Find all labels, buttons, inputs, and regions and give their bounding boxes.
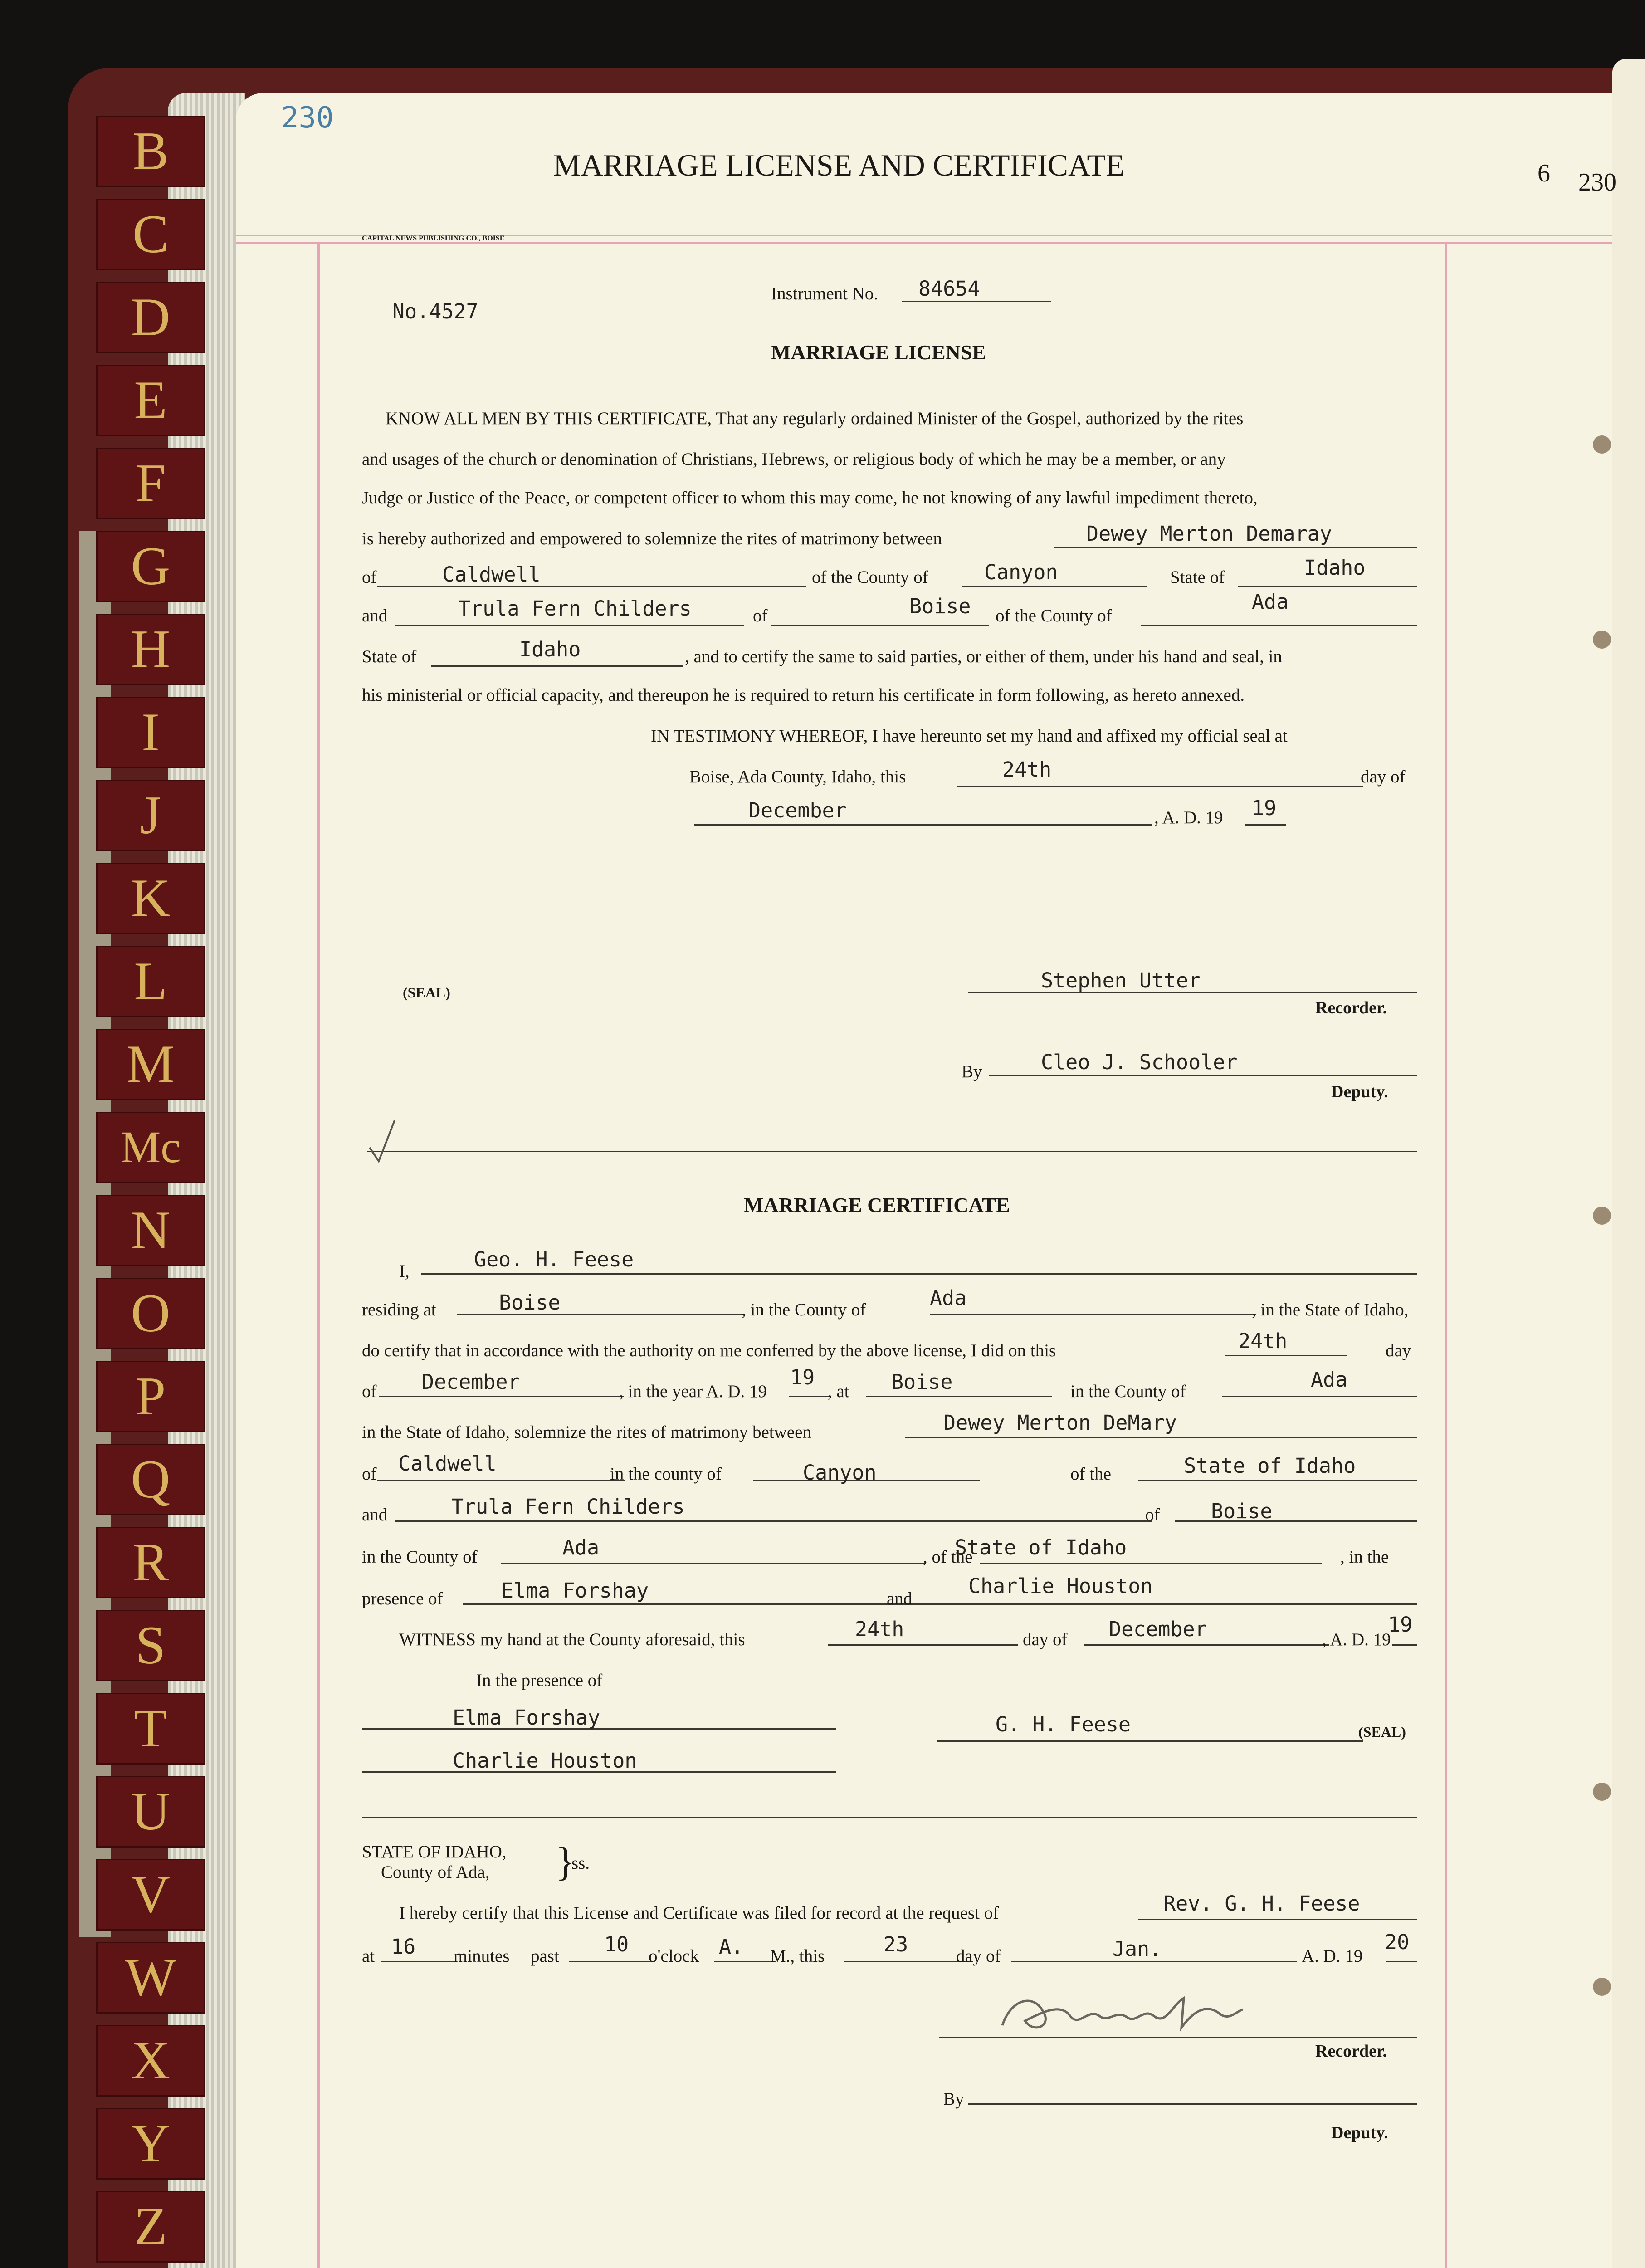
cert-groom: Dewey Merton DeMary [943,1411,1177,1435]
filing-deputy-line [968,2103,1417,2105]
index-tabs [96,116,205,2268]
groom-city-line [377,586,806,587]
cert-month: December [422,1370,520,1394]
index-tab-v[interactable]: V [96,1859,205,1931]
filing-by-label: By [943,2089,964,2109]
day-of-label: day of [1361,767,1406,787]
presence-of-label: In the presence of [476,1671,603,1690]
page-title: MARRIAGE LICENSE AND CERTIFICATE [553,148,1125,182]
of-the2-label: , of the [923,1547,973,1567]
in-county3-label: in the county of [610,1464,722,1484]
and2-label: and [887,1589,913,1608]
of-county-label: of the County of [812,567,928,587]
stamped-page-number: 230 [281,101,334,135]
filing-state: STATE OF IDAHO, [362,1842,507,1862]
index-tab-o[interactable]: O [96,1278,205,1349]
filing-day: 23 [884,1932,908,1956]
instrument-label: Instrument No. [771,284,879,303]
license-bride: Trula Fern Childers [458,596,692,621]
in-year-label: , in the year A. D. 19 [619,1382,767,1401]
cert-seal: (SEAL) [1358,1724,1406,1740]
hour-value: 10 [604,1932,629,1956]
index-tab-q[interactable]: Q [96,1444,205,1515]
license-para-3: Judge or Justice of the Peace, or competent officer to whom this may come, he not knowing of any lawful impediment thereto, [362,488,1258,508]
index-tab-y[interactable]: Y [96,2108,205,2180]
requester-line [1138,1919,1417,1920]
facing-page [1612,59,1645,2268]
in-the-label: , in the [1340,1547,1389,1567]
cert-bride-city: Boise [1211,1499,1273,1523]
cert-groom-state: State of Idaho [1184,1454,1356,1478]
license-seal: (SEAL) [403,984,450,1001]
residing-value: Boise [499,1290,561,1315]
index-tab-b[interactable]: B [96,116,205,187]
recorder-signature [993,1984,1247,2043]
groom-state-line [1238,586,1417,587]
cert-bride-county-line [501,1563,925,1564]
m-label: M., this [770,1946,825,1966]
license-heading: MARRIAGE LICENSE [771,341,986,364]
index-tab-f[interactable]: F [96,448,205,519]
w-ad-label: , A. D. 19 [1322,1630,1391,1649]
filing-deputy-label: Deputy. [1331,2123,1388,2142]
and-label: and [362,606,388,626]
license-month-line [694,824,1152,826]
cert-certify-text: do certify that in accordance with the authority on me conferred by the above license, I did on this [362,1341,1056,1360]
license-bride-county: Ada [1252,590,1289,614]
deputy-label: Deputy. [1331,1082,1388,1101]
cert-county2: Ada [1311,1368,1348,1392]
license-bride-state: Idaho [519,637,581,661]
ampm-value: A. [719,1935,744,1959]
instrument-line [902,301,1051,302]
cert-bride-state: State of Idaho [955,1535,1127,1559]
at-line [866,1396,1052,1397]
filing-day-of-label: day of [956,1946,1001,1966]
sig-witness1: Elma Forshay [453,1706,600,1730]
cert-county-line [930,1314,1256,1315]
deputy-name: Cleo J. Schooler [1041,1050,1238,1074]
in-state-label: , in the State of Idaho, [1252,1300,1409,1320]
cert-bride-county: Ada [562,1535,600,1559]
ss-label: ss. [571,1853,590,1873]
cert-groom-county: Canyon [803,1461,877,1485]
bride-line [395,625,744,626]
index-tab-e[interactable]: E [96,365,205,436]
cert-and-label: and [362,1505,388,1525]
in-county4-label: in the County of [362,1547,478,1567]
state-of2-label: State of [362,647,417,666]
binder-ring [1593,1207,1611,1225]
cert-year-line [789,1396,830,1397]
oclock-label: o'clock [649,1946,699,1966]
at-label: , at [828,1382,849,1401]
license-bride-city: Boise [909,594,971,618]
groom-county-line [962,586,1147,587]
filing-at-label: at [362,1946,375,1966]
filing-county: County of Ada, [381,1862,490,1882]
index-tab-j[interactable]: J [96,780,205,851]
cert-day-line [1225,1355,1347,1356]
cert-day-label: day [1386,1341,1411,1360]
index-tab-t[interactable]: T [96,1693,205,1765]
binder-ring [1593,1978,1611,1996]
sig-witness2: Charlie Houston [453,1749,637,1773]
w-month: December [1109,1617,1207,1641]
cert-groom-line [905,1437,1417,1438]
sig-officiant-line [937,1740,1363,1742]
index-tab-g[interactable]: G [96,531,205,602]
cert-day: 24th [1238,1329,1288,1353]
index-tab-h[interactable]: H [96,614,205,685]
license-groom: Dewey Merton Demaray [1086,522,1332,546]
witness1: Elma Forshay [501,1579,649,1603]
cert-of-label: of [362,1382,377,1401]
license-number: No.4527 [392,299,478,323]
index-tab-n[interactable]: N [96,1195,205,1266]
recorder-label: Recorder. [1315,998,1387,1017]
index-tab-d[interactable]: D [96,282,205,353]
instrument-number: 84654 [918,277,980,301]
license-day-line [957,786,1363,787]
cert-of2-label: of [362,1464,377,1484]
witness2: Charlie Houston [968,1574,1153,1598]
past-label: past [531,1946,559,1966]
index-tab-m[interactable]: M [96,1029,205,1100]
of2-label: of [753,606,768,626]
w-month-line [1084,1644,1329,1646]
cert-of3-label: of [1145,1505,1160,1525]
officiant-name: Geo. H. Feese [474,1247,634,1271]
witness-label: WITNESS my hand at the County aforesaid, this [399,1630,745,1649]
license-para-2: and usages of the church or denomination of Christians, Hebrews, or religious body of which he may be a member, or any [362,450,1226,469]
index-tab-c[interactable]: C [96,199,205,270]
license-groom-city: Caldwell [442,562,541,587]
w-day-line [828,1644,1018,1646]
i-label: I, [399,1261,410,1281]
binder-ring [1593,1783,1611,1801]
of-label: of [362,567,377,587]
in-county2-label: in the County of [1070,1382,1186,1401]
w-year: 19 [1388,1613,1413,1637]
ad-label: , A. D. 19 [1154,808,1223,827]
solemnize-label: in the State of Idaho, solemnize the rites of matrimony between [362,1422,811,1442]
w-year-line [1392,1644,1417,1646]
bride-city-line [771,625,989,626]
in-county-label: , in the County of [742,1300,866,1320]
officiant-line [421,1273,1417,1275]
w-day-of-label: day of [1023,1630,1068,1649]
bride-county-line [1141,625,1417,626]
filing-month-line [1011,1961,1297,1962]
cert-bride: Trula Fern Childers [451,1495,685,1519]
w-day: 24th [855,1617,904,1641]
filing-divider [362,1817,1417,1818]
cert-groom-city: Caldwell [398,1452,497,1476]
index-tab-x[interactable]: X [96,2025,205,2097]
ampm-line [714,1961,776,1962]
index-tab-l[interactable]: L [96,946,205,1017]
license-month: December [748,798,847,822]
bride-state-line [431,665,683,667]
cert-groom-city-line [377,1480,625,1481]
license-groom-county: Canyon [984,560,1058,584]
certify-text: , and to certify the same to said parties, or either of them, under his hand and seal, in [685,647,1282,666]
at-value: Boise [891,1370,953,1394]
index-tab-p[interactable]: P [96,1361,205,1432]
minutes-label: minutes [454,1946,510,1966]
witness2-line [927,1603,1417,1605]
filing-certify: I hereby certify that this License and Certificate was filed for record at the request of [399,1903,999,1923]
index-tab-s[interactable]: S [96,1610,205,1681]
ledger-page [236,93,1616,2268]
license-para-4: is hereby authorized and empowered to solemnize the rites of matrimony between [362,529,942,548]
index-tab-w[interactable]: W [96,1942,205,2014]
check-mark [367,1116,399,1166]
binder-ring [1593,631,1611,649]
of-county2-label: of the County of [996,606,1112,626]
residing-label: residing at [362,1300,436,1320]
cert-groom-state-line [1138,1480,1417,1481]
groom-line [1054,547,1417,548]
filing-year: 20 [1385,1930,1410,1954]
recorder-name: Stephen Utter [1041,968,1201,992]
cert-bride-line [395,1520,1152,1522]
hour-line [569,1961,651,1962]
cert-county: Ada [930,1286,967,1310]
license-groom-state: Idaho [1304,556,1366,580]
index-tab-mc[interactable]: Mc [96,1112,205,1183]
index-tab-z[interactable]: Z [96,2191,205,2263]
boise-label: Boise, Ada County, Idaho, this [689,767,906,787]
requester: Rev. G. H. Feese [1163,1892,1360,1916]
publisher-imprint: CAPITAL NEWS PUBLISHING CO., BOISE [362,235,505,242]
by-label: By [962,1062,982,1081]
index-tab-i[interactable]: I [96,697,205,768]
right-margin-rule [1445,243,1447,2268]
brace-icon: } [556,1839,576,1884]
page-number-230: 230 [1578,168,1616,196]
testimony-text: IN TESTIMONY WHEREOF, I have hereunto set my hand and affixed my official seal at [651,726,1288,746]
index-tab-u[interactable]: U [96,1776,205,1848]
binder-ring [1593,435,1611,454]
cert-bride-state-line [980,1563,1322,1564]
left-margin-rule [317,243,320,2268]
cert-month-line [379,1396,624,1397]
sig-officiant: G. H. Feese [996,1712,1131,1736]
license-year: 19 [1252,796,1277,820]
filing-recorder-label: Recorder. [1315,2042,1387,2061]
filing-year-line [1386,1961,1417,1962]
deputy-line [989,1075,1417,1076]
filing-day-line [844,1961,973,1962]
minutes-line [381,1961,454,1962]
certificate-heading: MARRIAGE CERTIFICATE [744,1193,1010,1217]
index-tab-k[interactable]: K [96,863,205,934]
license-para-6: his ministerial or official capacity, and thereupon he is required to return his certificate in form following, as hereto annexed. [362,685,1245,705]
index-tab-r[interactable]: R [96,1527,205,1598]
section-divider [367,1151,1417,1152]
cert-year: 19 [790,1365,815,1389]
license-year-line [1245,824,1286,826]
state-of-label: State of [1170,567,1225,587]
license-day: 24th [1002,758,1052,782]
filing-month: Jan. [1113,1937,1162,1961]
filing-ad-label: A. D. 19 [1302,1946,1363,1966]
minutes-value: 16 [391,1935,416,1959]
page-number-6: 6 [1538,159,1550,187]
license-para-1: KNOW ALL MEN BY THIS CERTIFICATE, That any regularly ordained Minister of the Gospel, authorized by the rites [386,409,1244,428]
cert-county2-line [1222,1396,1417,1397]
of-the-label: of the [1070,1464,1111,1484]
presence-label: presence of [362,1589,443,1608]
